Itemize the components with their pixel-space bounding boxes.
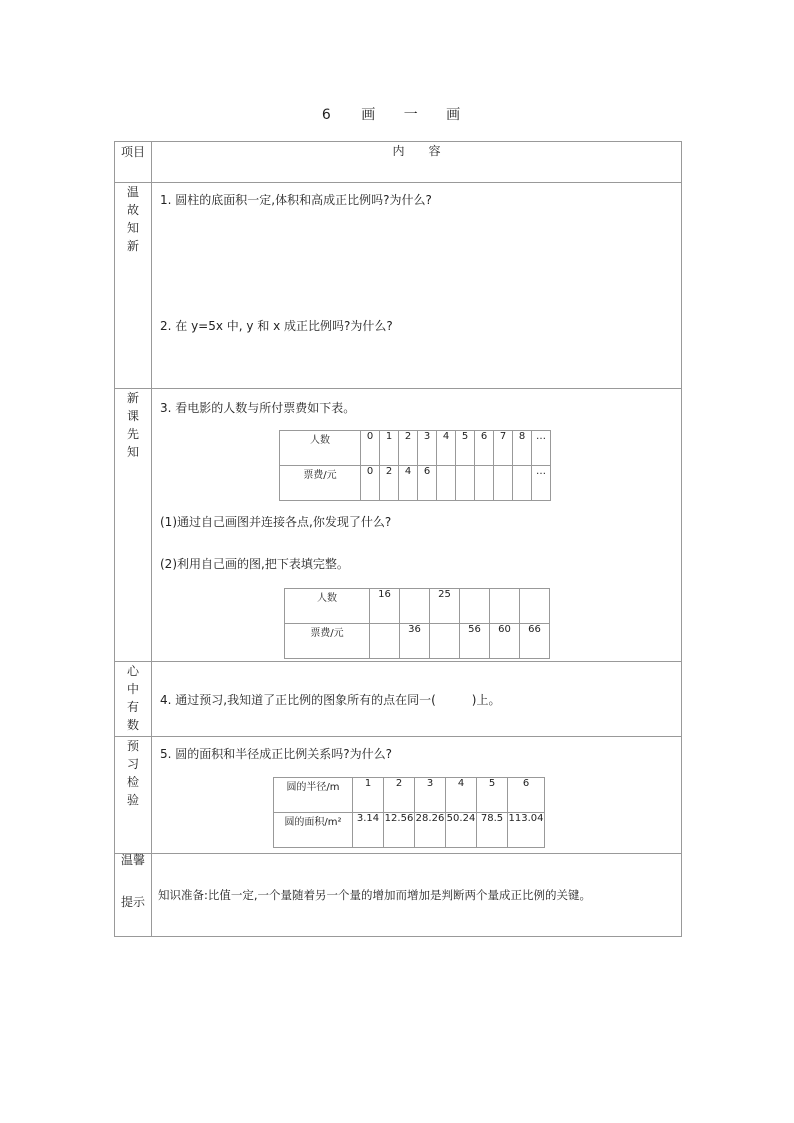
table-cell: 7 [494, 431, 513, 466]
table-cell: 16 [370, 589, 400, 624]
table-cell: 2 [380, 466, 399, 501]
table-cell: 票费/元 [285, 624, 370, 659]
question-4: 4. 通过预习,我知道了正比例的图象所有的点在同一( )上。 [160, 692, 501, 707]
label-newlesson: 新课先知 [126, 391, 139, 459]
table-cell: 5 [456, 431, 475, 466]
label-tip-2: 提示 [120, 895, 145, 909]
table-cell: 1 [353, 778, 384, 813]
circle-table-row-radius [274, 778, 545, 813]
table-cell: 28.26 [415, 813, 446, 848]
title-char-2: 一 [403, 107, 418, 123]
title-char-1: 画 [361, 107, 376, 123]
circle-table [273, 777, 545, 848]
sub-question-1: (1)通过自己画图并连接各点,你发现了什么? [160, 515, 392, 529]
table-cell: 2 [399, 431, 418, 466]
table-cell: 票费/元 [280, 466, 361, 501]
circle-table-row-area [274, 813, 545, 848]
sub-question-2: (2)利用自己画的图,把下表填完整。 [160, 557, 349, 571]
table-cell: 人数 [285, 589, 370, 624]
table-cell: 60 [490, 624, 520, 659]
tip-text: 知识准备:比值一定,一个量随着另一个量的增加而增加是判断两个量成正比例的关键。 [158, 888, 592, 902]
table-cell: 36 [400, 624, 430, 659]
table-cell: 圆的半径/m [274, 778, 353, 813]
ticket-table-row-people [280, 431, 551, 466]
table-cell: 3 [415, 778, 446, 813]
header-content-label: 内 容 [152, 142, 682, 183]
row-review [115, 183, 682, 389]
table-cell: 56 [460, 624, 490, 659]
header-item-label: 项目 [115, 142, 152, 183]
question-5: 5. 圆的面积和半径成正比例关系吗?为什么? [160, 747, 393, 761]
table-cell: 3 [418, 431, 437, 466]
table-cell: 50.24 [446, 813, 477, 848]
fill-table [284, 588, 550, 659]
label-tip-1: 温馨 [120, 853, 145, 867]
label-check: 预习检验 [126, 739, 139, 807]
table-cell: 圆的面积/m² [274, 813, 353, 848]
table-cell [490, 589, 520, 624]
question-3: 3. 看电影的人数与所付票费如下表。 [160, 401, 356, 415]
label-review: 温故知新 [126, 185, 139, 253]
row-mind [115, 662, 682, 737]
table-cell: 8 [513, 431, 532, 466]
table-cell: … [532, 466, 551, 501]
table-cell: 人数 [280, 431, 361, 466]
table-cell: 2 [384, 778, 415, 813]
table-cell [370, 624, 400, 659]
title-number: 6 [321, 107, 331, 123]
table-cell: 6 [475, 431, 494, 466]
table-cell [460, 589, 490, 624]
fill-table-row-people [285, 589, 550, 624]
table-cell [513, 466, 532, 501]
table-cell: 78.5 [477, 813, 508, 848]
header-row [115, 142, 682, 183]
table-cell [520, 589, 550, 624]
ticket-table [279, 430, 551, 501]
table-cell: 4 [446, 778, 477, 813]
table-cell: … [532, 431, 551, 466]
row-newlesson [115, 389, 682, 662]
table-cell: 0 [361, 466, 380, 501]
table-cell: 12.56 [384, 813, 415, 848]
question-1: 1. 圆柱的底面积一定,体积和高成正比例吗?为什么? [160, 193, 432, 207]
title-char-3: 画 [446, 107, 461, 123]
page-title [0, 104, 794, 124]
table-cell [494, 466, 513, 501]
table-cell: 5 [477, 778, 508, 813]
worksheet-table [114, 141, 682, 937]
table-cell [475, 466, 494, 501]
table-cell [400, 589, 430, 624]
table-cell: 6 [418, 466, 437, 501]
table-cell [437, 466, 456, 501]
row-tip [115, 854, 682, 937]
table-cell: 0 [361, 431, 380, 466]
table-cell: 3.14 [353, 813, 384, 848]
table-cell: 113.04 [508, 813, 545, 848]
table-cell: 66 [520, 624, 550, 659]
question-2: 2. 在 y=5x 中, y 和 x 成正比例吗?为什么? [160, 319, 393, 333]
label-mind: 心中有数 [126, 664, 139, 732]
table-cell [456, 466, 475, 501]
table-cell: 4 [437, 431, 456, 466]
fill-table-row-fee [285, 624, 550, 659]
ticket-table-row-fee [280, 466, 551, 501]
table-cell: 25 [430, 589, 460, 624]
table-cell: 1 [380, 431, 399, 466]
table-cell [430, 624, 460, 659]
table-cell: 6 [508, 778, 545, 813]
row-check [115, 737, 682, 854]
table-cell: 4 [399, 466, 418, 501]
